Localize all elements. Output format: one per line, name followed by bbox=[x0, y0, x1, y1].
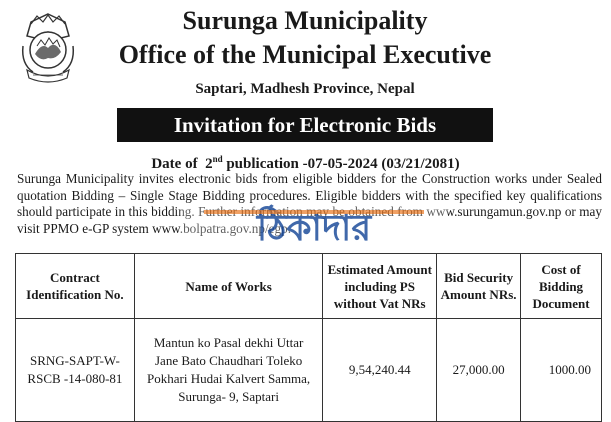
bid-invitation-banner bbox=[117, 108, 493, 142]
publication-date-line bbox=[100, 150, 511, 173]
header-name-of-works: Name of Works bbox=[134, 254, 323, 319]
header-cost-of-document: Cost of Bidding Document bbox=[521, 254, 602, 319]
cell-cost-of-document: 1000.00 bbox=[521, 319, 602, 422]
pubdate-prefix: Date of bbox=[151, 156, 198, 172]
pubdate-ordinal-number: 2 bbox=[205, 156, 213, 172]
pubdate-suffix: publication -07-05-2024 (03/21/2081) bbox=[222, 156, 460, 172]
pubdate-ordinal-suffix: nd bbox=[212, 154, 223, 164]
location-line: Saptari, Madhesh Province, Nepal bbox=[195, 81, 415, 97]
cell-name-of-works: Mantun ko Pasal dekhi Uttar Jane Bato Chaudhari Toleko Pokhari Hudai Kalvert Samma, Surunga- 9, Saptari bbox=[134, 319, 323, 422]
table-header-row bbox=[16, 254, 602, 319]
watermark-text: ঠিকাদার bbox=[256, 208, 372, 249]
table-row bbox=[16, 319, 602, 422]
header-contract-id: Contract Identification No. bbox=[16, 254, 135, 319]
cell-bid-security: 27,000.00 bbox=[437, 319, 521, 422]
header-estimated-amount: Estimated Amount including PS without Vat NRs bbox=[323, 254, 437, 319]
nepal-emblem-icon bbox=[17, 12, 79, 86]
office-title: Office of the Municipal Executive bbox=[118, 40, 492, 69]
municipality-title: Surunga Municipality bbox=[182, 6, 428, 35]
invitation-paragraph: Surunga Municipality invites electronic bids from eligible bidders for the Construction works under Sealed quotation Bidding – Single Stage Bidding procedures. Eligible bidders with the specified key qualifications should participate in this bidding. Further information may be obtained from www.surungamun.gov.np or may visit PPMO e-GP system www.bolpatra.gov.np/egp. bbox=[17, 171, 602, 236]
banner-title: Invitation for Electronic Bids bbox=[173, 113, 437, 137]
cell-estimated-amount: 9,54,240.44 bbox=[323, 319, 437, 422]
cell-contract-id: SRNG-SAPT-W-RSCB -14-080-81 bbox=[16, 319, 135, 422]
header-bid-security: Bid Security Amount NRs. bbox=[437, 254, 521, 319]
bids-table bbox=[15, 253, 602, 422]
